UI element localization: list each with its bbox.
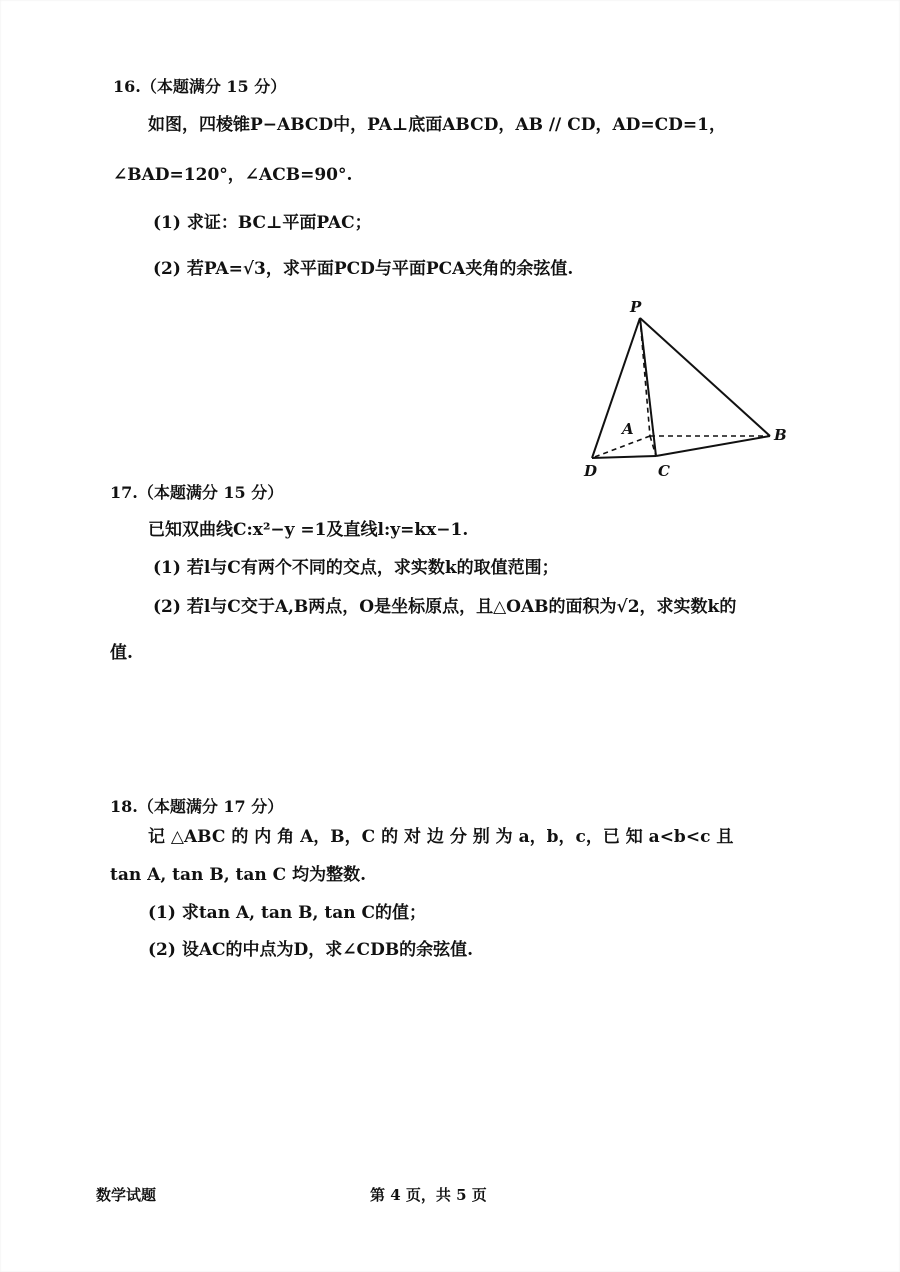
label-P: P [630, 298, 642, 316]
q17-part2-line2: 值. [110, 643, 133, 663]
q16-part1: (1) 求证：BC⊥平面PAC； [153, 213, 372, 233]
edge-DC [592, 456, 656, 458]
q16-heading: 16.（本题满分 15 分） [113, 77, 287, 96]
footer-subject: 数学试题 [96, 1186, 157, 1204]
pyramid-figure [578, 296, 818, 486]
q17-stem: 已知双曲线C:x²−y =1及直线l:y=kx−1. [148, 520, 469, 540]
edge-CB [656, 436, 770, 456]
q18-part2: (2) 设AC的中点为D，求∠CDB的余弦值. [148, 940, 474, 960]
q16-part2: (2) 若PA=√3，求平面PCD与平面PCA夹角的余弦值. [153, 259, 574, 279]
q18-part1: (1) 求tan A, tan B, tan C的值； [148, 903, 427, 923]
q17-part2-line1: (2) 若l与C交于A,B两点，O是坐标原点，且△OAB的面积为√2，求实数k的 [153, 597, 737, 617]
q18-stem-line2: tan A, tan B, tan C 均为整数. [110, 865, 367, 885]
pyramid-diagram [578, 296, 818, 486]
q16-stem-line1: 如图，四棱锥P−ABCD中，PA⊥底面ABCD，AB // CD，AD=CD=1， [148, 115, 726, 135]
edge-AD [592, 436, 650, 458]
q17-heading: 17.（本题满分 15 分） [110, 483, 284, 502]
label-C: C [658, 462, 670, 480]
label-D: D [584, 462, 598, 480]
edge-PB [640, 318, 770, 436]
q18-heading: 18.（本题满分 17 分） [110, 797, 284, 816]
label-B: B [774, 426, 787, 444]
q18-stem-line1: 记 △ABC 的 内 角 A，B，C 的 对 边 分 别 为 a，b，c，已 知 a<b<c 且 [148, 827, 734, 847]
footer-page-number: 第 4 页，共 5 页 [370, 1186, 487, 1204]
q17-part1: (1) 若l与C有两个不同的交点，求实数k的取值范围； [153, 558, 559, 578]
label-A: A [622, 420, 634, 438]
q16-stem-line2: ∠BAD=120°，∠ACB=90°. [113, 165, 353, 185]
